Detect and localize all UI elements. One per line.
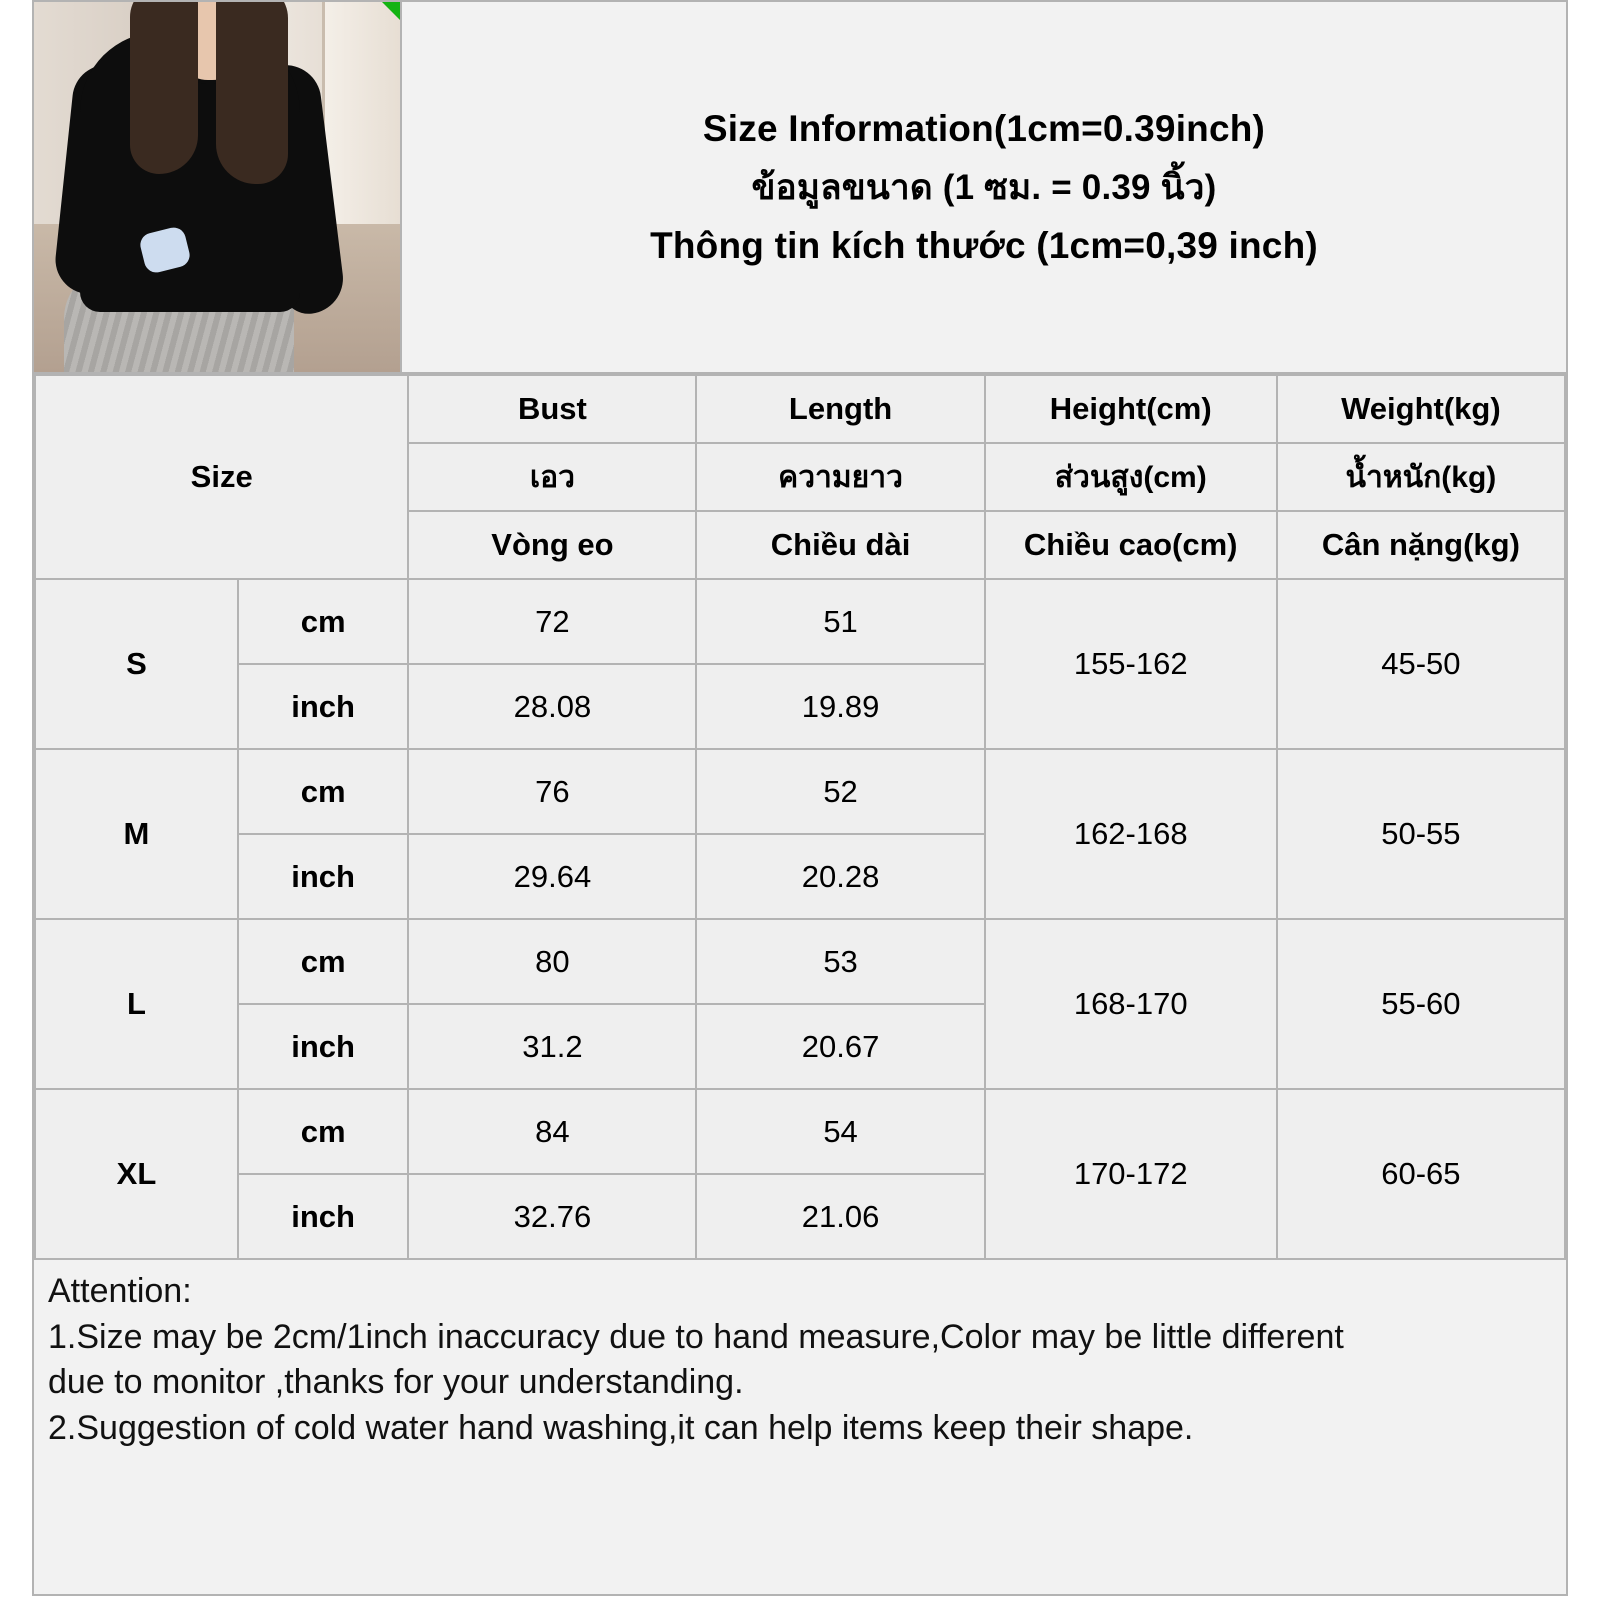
title-thai: ข้อมูลขนาด (1 ซม. = 0.39 นิ้ว) — [751, 167, 1217, 207]
title-vietnamese: Thông tin kích thước (1cm=0,39 inch) — [650, 224, 1318, 266]
header-band — [34, 2, 1566, 374]
col-header-height-vi: Chiều cao(cm) — [985, 511, 1277, 579]
unit-inch: inch — [238, 834, 408, 919]
attention-line-2: 2.Suggestion of cold water hand washing,it can help items keep their shape. — [48, 1408, 1194, 1447]
m-length-cm: 52 — [696, 749, 984, 834]
row-size-l: L — [35, 919, 238, 1089]
title-english: Size Information(1cm=0.39inch) — [702, 107, 1266, 149]
col-header-height-en: Height(cm) — [985, 375, 1277, 443]
s-height: 155-162 — [985, 579, 1277, 749]
m-length-inch: 20.28 — [696, 834, 984, 919]
unit-cm: cm — [238, 749, 408, 834]
s-length-inch: 19.89 — [696, 664, 984, 749]
xl-height: 170-172 — [985, 1089, 1277, 1259]
size-header-cell: Size — [35, 375, 408, 579]
unit-inch: inch — [238, 1174, 408, 1259]
s-bust-inch: 28.08 — [408, 664, 696, 749]
col-header-weight-vi: Cân nặng(kg) — [1277, 511, 1565, 579]
xl-weight: 60-65 — [1277, 1089, 1565, 1259]
photo-hair-right — [216, 2, 288, 184]
col-header-weight-en: Weight(kg) — [1277, 375, 1565, 443]
attention-heading: Attention: — [48, 1272, 192, 1310]
table-row — [35, 1089, 1565, 1174]
col-header-bust-th: เอว — [408, 443, 696, 511]
table-row — [35, 919, 1565, 1004]
m-bust-cm: 76 — [408, 749, 696, 834]
col-header-bust-vi: Vòng eo — [408, 511, 696, 579]
unit-cm: cm — [238, 1089, 408, 1174]
unit-inch: inch — [238, 664, 408, 749]
attention-line-1-cont: due to monitor ,thanks for your understanding. — [48, 1363, 744, 1402]
col-header-height-th: ส่วนสูง(cm) — [985, 443, 1277, 511]
row-size-xl: XL — [35, 1089, 238, 1259]
l-length-inch: 20.67 — [696, 1004, 984, 1089]
table-row — [35, 579, 1565, 664]
unit-inch: inch — [238, 1004, 408, 1089]
s-weight: 45-50 — [1277, 579, 1565, 749]
col-header-weight-th: น้ำหนัก(kg) — [1277, 443, 1565, 511]
photo-hair-left — [130, 2, 198, 174]
unit-cm: cm — [238, 919, 408, 1004]
table-header-row-en — [35, 375, 1565, 443]
col-header-bust-en: Bust — [408, 375, 696, 443]
col-header-length-vi: Chiều dài — [696, 511, 984, 579]
title-block — [402, 2, 1566, 372]
green-corner-tag — [380, 2, 402, 22]
xl-bust-inch: 32.76 — [408, 1174, 696, 1259]
xl-bust-cm: 84 — [408, 1089, 696, 1174]
l-bust-inch: 31.2 — [408, 1004, 696, 1089]
s-length-cm: 51 — [696, 579, 984, 664]
row-size-m: M — [35, 749, 238, 919]
m-bust-inch: 29.64 — [408, 834, 696, 919]
attention-block — [34, 1260, 1566, 1594]
l-length-cm: 53 — [696, 919, 984, 1004]
unit-cm: cm — [238, 579, 408, 664]
product-photo — [34, 2, 402, 372]
attention-line-1: 1.Size may be 2cm/1inch inaccuracy due to hand measure,Color may be little different — [48, 1317, 1344, 1356]
m-height: 162-168 — [985, 749, 1277, 919]
l-height: 168-170 — [985, 919, 1277, 1089]
l-bust-cm: 80 — [408, 919, 696, 1004]
measurements-table — [34, 374, 1566, 1260]
row-size-s: S — [35, 579, 238, 749]
xl-length-cm: 54 — [696, 1089, 984, 1174]
col-header-length-th: ความยาว — [696, 443, 984, 511]
m-weight: 50-55 — [1277, 749, 1565, 919]
s-bust-cm: 72 — [408, 579, 696, 664]
size-chart-sheet — [32, 0, 1568, 1596]
table-row — [35, 749, 1565, 834]
l-weight: 55-60 — [1277, 919, 1565, 1089]
xl-length-inch: 21.06 — [696, 1174, 984, 1259]
col-header-length-en: Length — [696, 375, 984, 443]
